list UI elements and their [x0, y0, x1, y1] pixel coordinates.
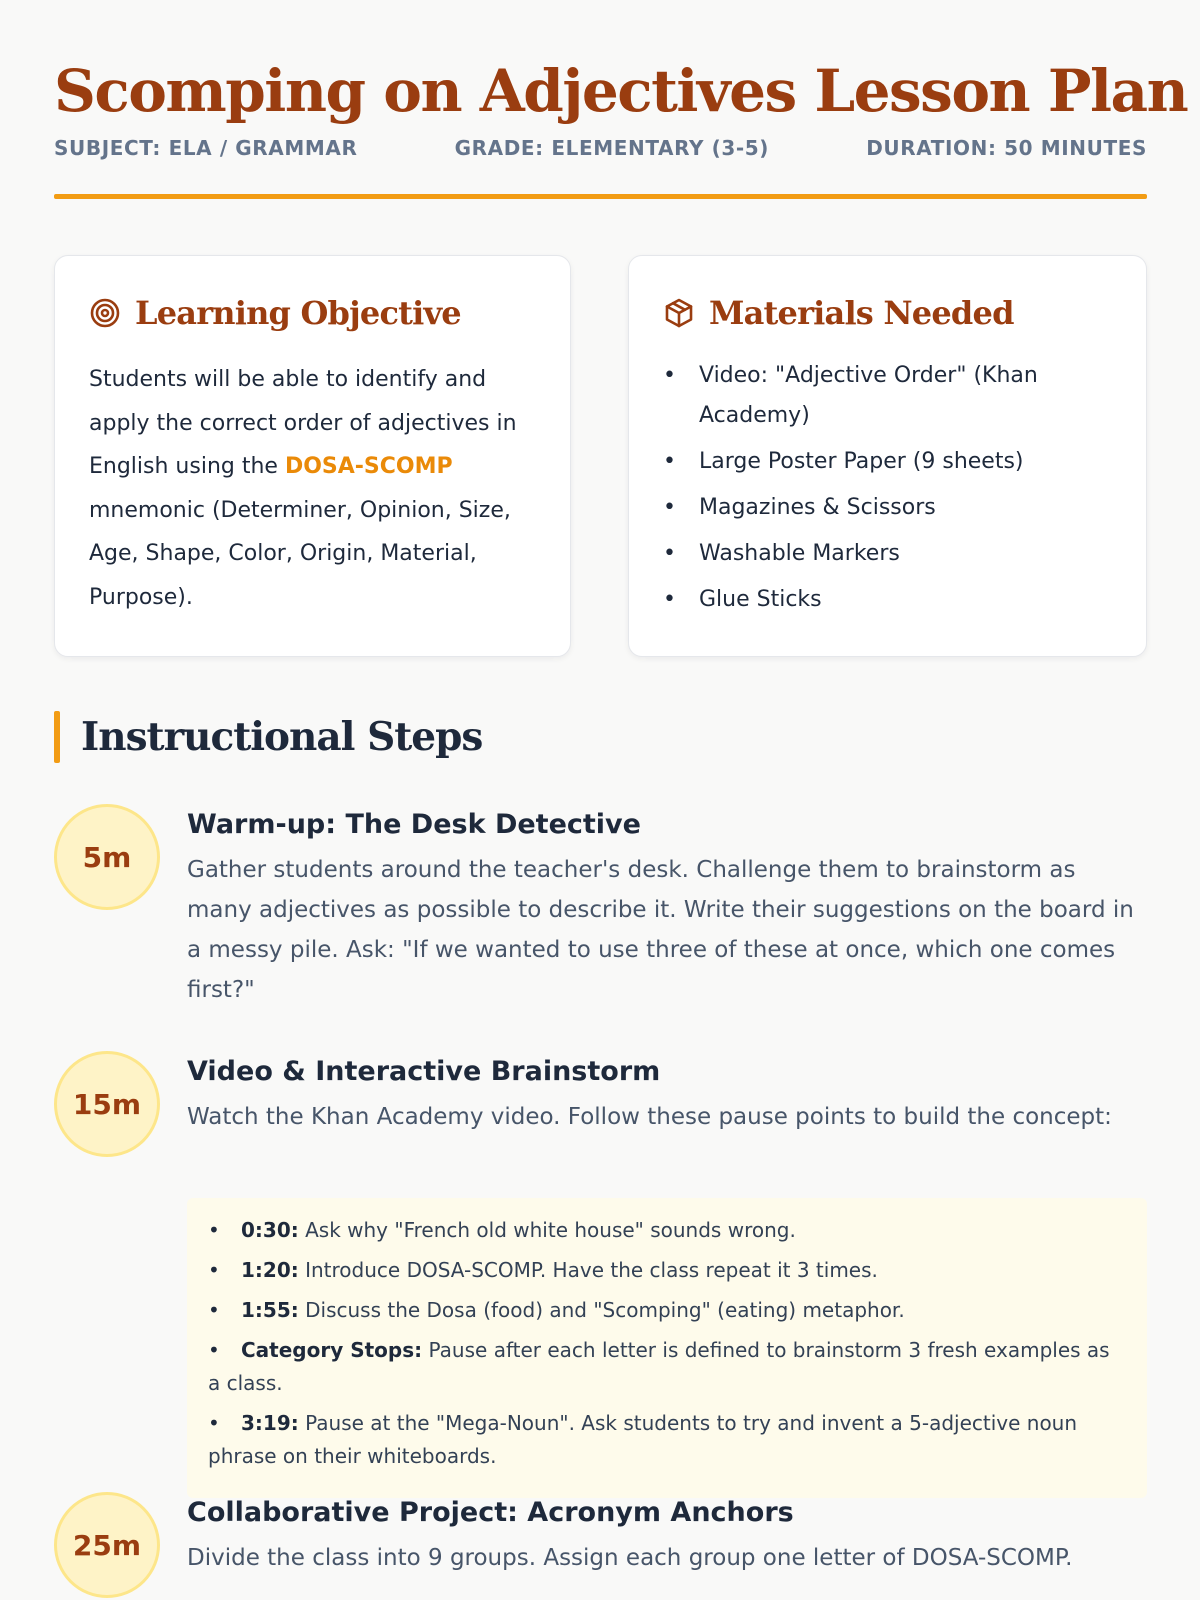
lesson-meta: [54, 136, 1147, 160]
objective-title: Learning Objective: [135, 294, 461, 332]
list-item: • Video: "Adjective Order" (Khan Academy): [663, 356, 1123, 436]
list-item: • Washable Markers: [663, 534, 1123, 574]
section-accent-bar: [54, 711, 60, 763]
pause-label: 3:19:: [241, 1411, 299, 1435]
pause-text: Discuss the Dosa (food) and "Scomping" (eating) metaphor.: [298, 1298, 905, 1322]
meta-subject: SUBJECT: ELA / GRAMMAR: [54, 136, 358, 160]
pause-points-box: [187, 1198, 1147, 1498]
target-icon: [89, 297, 121, 329]
objective-text: [89, 358, 544, 619]
materials-card-header: [663, 294, 1014, 332]
step-title: Collaborative Project: Acronym Anchors: [187, 1497, 794, 1528]
list-item: [208, 1407, 1123, 1473]
package-icon: [663, 297, 695, 329]
objective-text-after: mnemonic (Determiner, Opinion, Size, Age, Shape, Color, Origin, Material, Purpose).: [89, 497, 511, 610]
pause-text: Ask why "French old white house" sounds wrong.: [298, 1218, 796, 1242]
instructional-steps-heading: [54, 711, 482, 763]
list-item: • Glue Sticks: [663, 580, 1123, 620]
list-item: • Large Poster Paper (9 sheets): [663, 442, 1123, 482]
step-title: Video & Interactive Brainstorm: [187, 1056, 661, 1087]
pause-label: 0:30:: [241, 1218, 299, 1242]
pause-label: 1:55:: [241, 1298, 299, 1322]
time-badge: 5m: [54, 804, 160, 910]
list-item: [208, 1254, 1123, 1287]
pause-label: 1:20:: [241, 1258, 299, 1282]
pause-points-list: [208, 1214, 1123, 1480]
step-description: Watch the Khan Academy video. Follow these pause points to build the concept:: [187, 1104, 1112, 1130]
page-title: Scomping on Adjectives Lesson Plan: [54, 57, 1188, 125]
header-divider: [54, 194, 1147, 199]
pause-text: Pause after each letter is defined to brainstorm 3 fresh examples as a class.: [208, 1338, 1110, 1395]
pause-label: Category Stops:: [241, 1338, 423, 1362]
materials-card: [628, 255, 1147, 657]
materials-list: [663, 356, 1123, 626]
step-description: Divide the class into 9 groups. Assign each group one letter of DOSA-SCOMP.: [187, 1545, 1073, 1571]
list-item: • Magazines & Scissors: [663, 488, 1123, 528]
step-title: Warm-up: The Desk Detective: [187, 809, 641, 840]
section-title: Instructional Steps: [81, 714, 483, 760]
objective-highlight: DOSA-SCOMP: [284, 454, 453, 479]
pause-text: Pause at the "Mega-Noun". Ask students to try and invent a 5-adjective noun phrase on their whiteboards.: [208, 1411, 1078, 1468]
list-item: [208, 1214, 1123, 1247]
objective-text-before: Students will be able to identify and apply the correct order of adjectives in English using the: [89, 367, 517, 479]
step-description: Gather students around the teacher's desk. Challenge them to brainstorm as many adjectives as possible to describe it. Write their suggestions on the board in a messy pile. Ask: "If we wanted to use three of these at once, which one comes first?": [187, 857, 1134, 1003]
time-badge: 25m: [54, 1492, 160, 1598]
meta-duration: DURATION: 50 MINUTES: [866, 136, 1147, 160]
objective-card: [54, 255, 571, 657]
list-item: [208, 1334, 1123, 1400]
meta-grade: GRADE: ELEMENTARY (3-5): [454, 136, 770, 160]
objective-card-header: [89, 294, 461, 332]
materials-title: Materials Needed: [709, 294, 1014, 332]
time-badge: 15m: [54, 1051, 160, 1157]
pause-text: Introduce DOSA-SCOMP. Have the class repeat it 3 times.: [298, 1258, 878, 1282]
list-item: [208, 1294, 1123, 1327]
